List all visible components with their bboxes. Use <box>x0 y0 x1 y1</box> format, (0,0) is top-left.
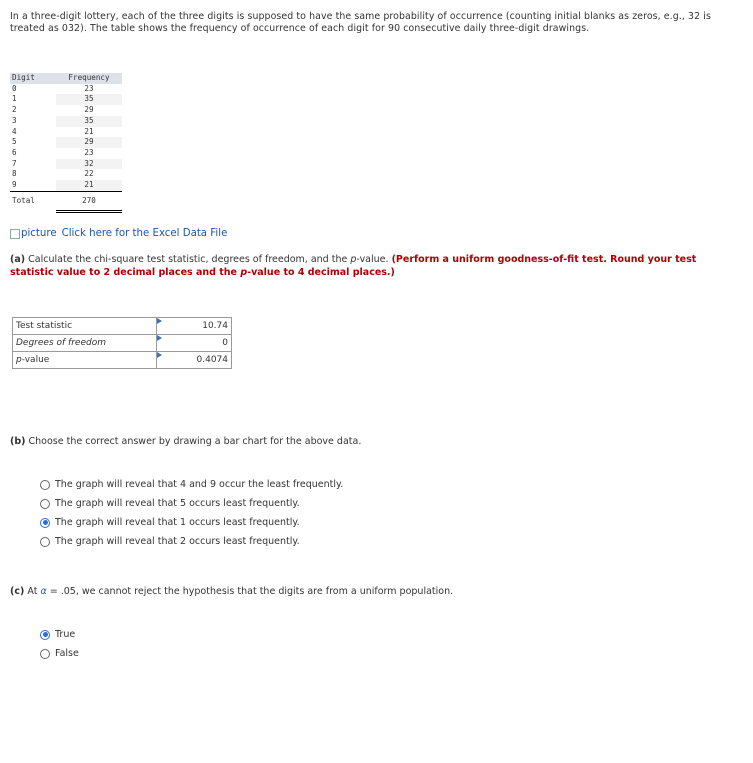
table-row <box>10 127 122 138</box>
frequency-table <box>10 73 122 213</box>
table-row <box>10 84 122 95</box>
part-a-text2: -value. <box>356 254 389 265</box>
part-c-label: (c) <box>10 586 25 597</box>
radio-button[interactable] <box>40 499 50 509</box>
option-label: The graph will reveal that 1 occurs least frequently. <box>55 517 300 528</box>
total-value: 270 <box>56 191 122 211</box>
frequency-cell: 23 <box>84 147 94 157</box>
digit-cell: 1 <box>12 94 17 104</box>
radio-button-selected[interactable] <box>40 630 50 640</box>
radio-option[interactable] <box>40 532 343 551</box>
radio-option[interactable] <box>40 475 343 494</box>
part-c-post: = .05, we cannot reject the hypothesis that the digits are from a uniform population. <box>49 586 454 597</box>
digit-cell: 6 <box>12 147 17 157</box>
table-row <box>10 137 122 148</box>
degrees-of-freedom-input[interactable]: 0 <box>157 335 232 352</box>
part-b-text: Choose the correct answer by drawing a bar chart for the above data. <box>28 436 362 447</box>
table-row <box>10 159 122 170</box>
radio-option[interactable] <box>40 644 79 663</box>
digit-cell: 8 <box>12 169 17 179</box>
total-label: Total <box>12 196 35 206</box>
radio-button[interactable] <box>40 480 50 490</box>
option-label: The graph will reveal that 2 occurs least frequently. <box>55 536 300 547</box>
radio-option[interactable] <box>40 494 343 513</box>
test-statistic-label: Test statistic <box>13 318 157 335</box>
answer-row-test-statistic <box>13 318 232 335</box>
excel-link-text[interactable]: Click here for the Excel Data File <box>61 228 228 239</box>
header-frequency: Frequency <box>56 73 122 84</box>
excel-data-link[interactable] <box>10 228 227 239</box>
option-label: False <box>55 648 79 659</box>
test-statistic-input[interactable]: 10.74 <box>157 318 232 335</box>
option-label: The graph will reveal that 5 occurs least frequently. <box>55 498 300 509</box>
alpha-symbol: α <box>40 586 47 597</box>
radio-option[interactable] <box>40 625 79 644</box>
digit-cell: 9 <box>10 180 56 191</box>
table-row <box>10 116 122 127</box>
part-a-text: Calculate the chi-square test statistic, degrees of freedom, and the <box>28 254 348 265</box>
header-digit: Digit <box>10 73 56 84</box>
radio-option[interactable] <box>40 513 343 532</box>
part-c-question <box>10 586 453 597</box>
radio-button-selected[interactable] <box>40 518 50 528</box>
part-c-options <box>40 625 79 663</box>
table-row <box>10 94 122 105</box>
frequency-cell: 23 <box>84 83 94 93</box>
part-b-question <box>10 436 361 447</box>
frequency-cell: 35 <box>56 116 122 127</box>
table-row <box>10 169 122 180</box>
digit-cell: 5 <box>12 137 17 147</box>
answer-table <box>12 317 232 369</box>
broken-image-icon <box>10 229 20 239</box>
option-label: True <box>55 629 76 640</box>
frequency-cell: 21 <box>56 180 122 191</box>
part-b-options <box>40 475 343 551</box>
frequency-cell: 29 <box>56 137 122 148</box>
p-value-input[interactable]: 0.4074 <box>157 352 232 369</box>
answer-row-degrees-of-freedom <box>13 335 232 352</box>
digit-cell: 7 <box>12 158 17 168</box>
radio-button[interactable] <box>40 649 50 659</box>
frequency-cell: 29 <box>84 105 94 115</box>
digit-cell: 2 <box>12 105 17 115</box>
frequency-table-header <box>10 73 122 84</box>
table-total-row <box>10 191 122 211</box>
digit-cell: 0 <box>12 83 17 93</box>
part-b-label: (b) <box>10 436 26 447</box>
table-row <box>10 105 122 116</box>
p-value-label: p-value <box>13 352 157 369</box>
digit-cell: 4 <box>12 126 17 136</box>
frequency-cell: 32 <box>56 159 122 170</box>
option-label: The graph will reveal that 4 and 9 occur the least frequently. <box>55 479 344 490</box>
digit-cell: 3 <box>12 115 17 125</box>
degrees-of-freedom-label: Degrees of freedom <box>13 335 157 352</box>
image-alt-text: picture <box>21 228 57 239</box>
part-a-question <box>10 254 730 279</box>
frequency-cell: 35 <box>56 94 122 105</box>
part-a-p: p <box>350 254 357 265</box>
part-a-label: (a) <box>10 254 26 265</box>
frequency-cell: 21 <box>84 126 94 136</box>
table-row <box>10 148 122 159</box>
answer-row-p-value <box>13 352 232 369</box>
frequency-cell: 22 <box>84 169 94 179</box>
table-row <box>10 180 122 191</box>
part-a-instructions: (Perform a uniform goodness-of-fit test. Round your test statistic value to 2 decimal places and the p-value to 4 decimal places.) <box>10 254 697 278</box>
part-c-pre: At <box>27 586 38 597</box>
radio-button[interactable] <box>40 537 50 547</box>
problem-intro: In a three-digit lottery, each of the three digits is supposed to have the same probability of occurrence (counting initial blanks as zeros, e.g., 32 is treated as 032). The table shows the frequency of occurrence of each digit for 90 consecutive daily three-digit drawings. <box>10 11 711 34</box>
